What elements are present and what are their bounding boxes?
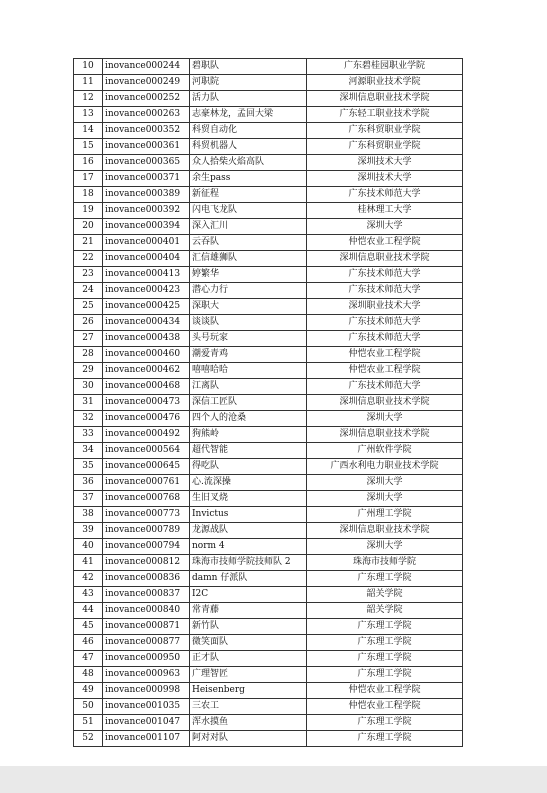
school-name: 广东理工学院 [307,571,463,587]
team-name: 深入汇川 [190,219,307,235]
team-id: inovance000244 [103,59,190,75]
table-row [74,411,463,427]
team-id: inovance000252 [103,91,190,107]
team-name: 心.流深操 [190,475,307,491]
row-number: 32 [74,411,103,427]
table-row [74,75,463,91]
team-id: inovance000413 [103,267,190,283]
table-row [74,171,463,187]
row-number: 11 [74,75,103,91]
table-row [74,699,463,715]
team-name: 狗熊岭 [190,427,307,443]
table-row [74,299,463,315]
row-number: 42 [74,571,103,587]
school-name: 仲恺农业工程学院 [307,363,463,379]
team-id: inovance000404 [103,251,190,267]
team-id: inovance000768 [103,491,190,507]
team-id: inovance000877 [103,635,190,651]
team-id: inovance000492 [103,427,190,443]
school-name: 广东理工学院 [307,715,463,731]
row-number: 37 [74,491,103,507]
team-id: inovance000434 [103,315,190,331]
team-id: inovance000392 [103,203,190,219]
table-row [74,267,463,283]
row-number: 28 [74,347,103,363]
table-row [74,379,463,395]
table-row [74,603,463,619]
row-number: 49 [74,683,103,699]
team-id: inovance001107 [103,731,190,747]
table-row [74,155,463,171]
school-name: 深圳信息职业技术学院 [307,427,463,443]
school-name: 广州软件学院 [307,443,463,459]
team-name: 四个人的沧桑 [190,411,307,427]
team-name: 河职院 [190,75,307,91]
row-number: 41 [74,555,103,571]
school-name: 珠海市技师学院 [307,555,463,571]
row-number: 33 [74,427,103,443]
row-number: 24 [74,283,103,299]
row-number: 43 [74,587,103,603]
team-name: 微笑面队 [190,635,307,651]
table-row [74,363,463,379]
school-name: 深圳大学 [307,491,463,507]
row-number: 45 [74,619,103,635]
table-row [74,315,463,331]
team-name: 科贸机器人 [190,139,307,155]
team-id: inovance000645 [103,459,190,475]
table-row [74,443,463,459]
school-name: 深圳大学 [307,475,463,491]
school-name: 河源职业技术学院 [307,75,463,91]
school-name: 深圳大学 [307,539,463,555]
team-name: 闪电飞龙队 [190,203,307,219]
table-row [74,683,463,699]
table-row [74,619,463,635]
row-number: 40 [74,539,103,555]
team-name: 阿对对队 [190,731,307,747]
school-name: 广东轻工职业技术学院 [307,107,463,123]
row-number: 13 [74,107,103,123]
school-name: 广东理工学院 [307,651,463,667]
team-name: 浑水摸鱼 [190,715,307,731]
school-name: 仲恺农业工程学院 [307,683,463,699]
team-name: damn 仔派队 [190,571,307,587]
team-name: 深信工匠队 [190,395,307,411]
table-row [74,555,463,571]
row-number: 16 [74,155,103,171]
team-name: 汇信雄狮队 [190,251,307,267]
school-name: 广东理工学院 [307,731,463,747]
row-number: 44 [74,603,103,619]
team-name: 正才队 [190,651,307,667]
table-row [74,539,463,555]
row-number: 30 [74,379,103,395]
team-name: 得吃队 [190,459,307,475]
row-number: 35 [74,459,103,475]
team-name: 活力队 [190,91,307,107]
team-id: inovance000473 [103,395,190,411]
team-name: 云吞队 [190,235,307,251]
team-id: inovance000468 [103,379,190,395]
team-name: 余生pass [190,171,307,187]
table-row [74,491,463,507]
school-name: 深圳信息职业技术学院 [307,395,463,411]
school-name: 深圳信息职业技术学院 [307,251,463,267]
school-name: 深圳信息职业技术学院 [307,523,463,539]
team-name: 谈谈队 [190,315,307,331]
team-id: inovance000361 [103,139,190,155]
row-number: 25 [74,299,103,315]
team-id: inovance001035 [103,699,190,715]
row-number: 17 [74,171,103,187]
school-name: 仲恺农业工程学院 [307,699,463,715]
table-row [74,427,463,443]
team-id: inovance000564 [103,443,190,459]
table-row [74,283,463,299]
team-id: inovance000998 [103,683,190,699]
team-id: inovance000425 [103,299,190,315]
team-id: inovance000871 [103,619,190,635]
team-id: inovance000394 [103,219,190,235]
team-id: inovance000352 [103,123,190,139]
row-number: 47 [74,651,103,667]
table-row [74,331,463,347]
team-name: 超代智能 [190,443,307,459]
school-name: 广东技术师范大学 [307,267,463,283]
row-number: 12 [74,91,103,107]
table-row [74,395,463,411]
team-name: 龙源战队 [190,523,307,539]
school-name: 广东技术师范大学 [307,283,463,299]
row-number: 31 [74,395,103,411]
team-id: inovance000840 [103,603,190,619]
table-row [74,123,463,139]
row-number: 51 [74,715,103,731]
row-number: 52 [74,731,103,747]
row-number: 22 [74,251,103,267]
team-id: inovance000773 [103,507,190,523]
table-row [74,459,463,475]
table-row [74,523,463,539]
team-name: 广理智匠 [190,667,307,683]
school-name: 仲恺农业工程学院 [307,235,463,251]
team-id: inovance001047 [103,715,190,731]
row-number: 14 [74,123,103,139]
school-name: 深圳大学 [307,411,463,427]
school-name: 深圳技术大学 [307,155,463,171]
team-name: 头号玩家 [190,331,307,347]
team-name: 常青藤 [190,603,307,619]
school-name: 深圳技术大学 [307,171,463,187]
table-row [74,219,463,235]
team-id: inovance000263 [103,107,190,123]
row-number: 36 [74,475,103,491]
row-number: 19 [74,203,103,219]
team-id: inovance000371 [103,171,190,187]
row-number: 23 [74,267,103,283]
team-name: 新征程 [190,187,307,203]
team-id: inovance000423 [103,283,190,299]
table-row [74,651,463,667]
table-row [74,667,463,683]
row-number: 48 [74,667,103,683]
team-name: 潜心力行 [190,283,307,299]
school-name: 广东技术师范大学 [307,315,463,331]
team-id: inovance000761 [103,475,190,491]
table-row [74,635,463,651]
team-id: inovance000789 [103,523,190,539]
row-number: 46 [74,635,103,651]
team-name: Heisenberg [190,683,307,699]
team-id: inovance000476 [103,411,190,427]
row-number: 27 [74,331,103,347]
team-id: inovance000438 [103,331,190,347]
team-id: inovance000837 [103,587,190,603]
school-name: 深圳职业技术大学 [307,299,463,315]
table-row [74,587,463,603]
school-name: 广东技术师范大学 [307,331,463,347]
team-roster-table [73,58,463,747]
table-row [74,235,463,251]
school-name: 深圳大学 [307,219,463,235]
table-row [74,139,463,155]
team-id: inovance000389 [103,187,190,203]
team-name: 嘻嘻哈哈 [190,363,307,379]
team-id: inovance000950 [103,651,190,667]
team-id: inovance000462 [103,363,190,379]
row-number: 10 [74,59,103,75]
team-name: 碧职队 [190,59,307,75]
table-row [74,475,463,491]
team-id: inovance000460 [103,347,190,363]
row-number: 20 [74,219,103,235]
table-row [74,107,463,123]
team-name: I2C [190,587,307,603]
team-name: norm 4 [190,539,307,555]
school-name: 广东理工学院 [307,619,463,635]
team-name: 生旧叉烧 [190,491,307,507]
roster-body [74,59,463,747]
row-number: 18 [74,187,103,203]
school-name: 广东科贸职业学院 [307,139,463,155]
school-name: 广东理工学院 [307,635,463,651]
table-row [74,91,463,107]
school-name: 仲恺农业工程学院 [307,347,463,363]
table-row [74,715,463,731]
table-row [74,187,463,203]
team-name: 众人拾柴火焰高队 [190,155,307,171]
school-name: 韶关学院 [307,587,463,603]
table-row [74,731,463,747]
team-id: inovance000794 [103,539,190,555]
school-name: 广东理工学院 [307,667,463,683]
team-name: 新竹队 [190,619,307,635]
team-name: Invictus [190,507,307,523]
team-id: inovance000401 [103,235,190,251]
team-id: inovance000249 [103,75,190,91]
school-name: 广西水利电力职业技术学院 [307,459,463,475]
row-number: 39 [74,523,103,539]
row-number: 50 [74,699,103,715]
table-row [74,59,463,75]
team-name: 江离队 [190,379,307,395]
team-id: inovance000963 [103,667,190,683]
school-name: 广东科贸职业学院 [307,123,463,139]
team-id: inovance000812 [103,555,190,571]
team-name: 婷繁华 [190,267,307,283]
school-name: 广东技术师范大学 [307,379,463,395]
team-name: 科贸自动化 [190,123,307,139]
team-name: 深职大 [190,299,307,315]
row-number: 26 [74,315,103,331]
school-name: 广东碧桂园职业学院 [307,59,463,75]
row-number: 38 [74,507,103,523]
table-row [74,507,463,523]
school-name: 桂林理工大学 [307,203,463,219]
school-name: 深圳信息职业技术学院 [307,91,463,107]
team-name: 珠海市技师学院技师队 2 [190,555,307,571]
table-row [74,203,463,219]
school-name: 广州理工学院 [307,507,463,523]
school-name: 广东技术师范大学 [307,187,463,203]
table-row [74,347,463,363]
row-number: 29 [74,363,103,379]
team-id: inovance000836 [103,571,190,587]
row-number: 21 [74,235,103,251]
table-row [74,251,463,267]
school-name: 韶关学院 [307,603,463,619]
table-row [74,571,463,587]
team-name: 潮爱青鸡 [190,347,307,363]
team-id: inovance000365 [103,155,190,171]
row-number: 15 [74,139,103,155]
row-number: 34 [74,443,103,459]
team-name: 三农工 [190,699,307,715]
team-name: 志豪林龙，孟回大梁 [190,107,307,123]
